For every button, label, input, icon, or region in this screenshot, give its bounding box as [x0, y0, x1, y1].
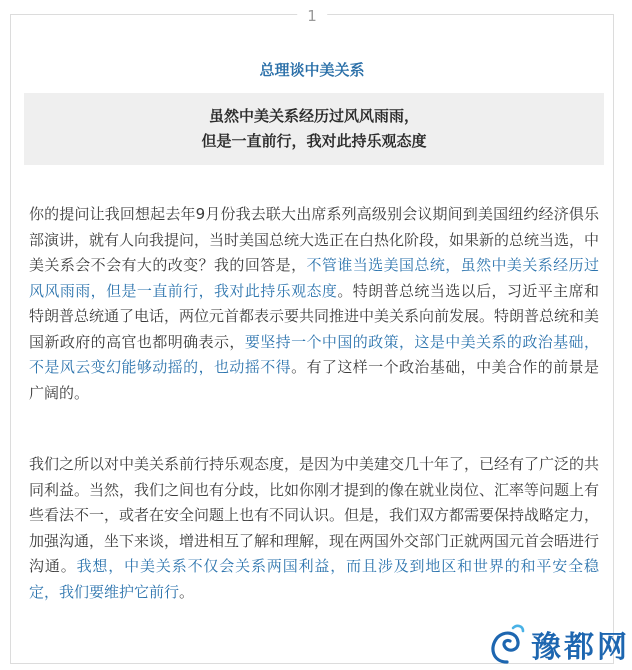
article-title: 总理谈中美关系: [259, 61, 365, 79]
watermark-logo: [487, 622, 630, 666]
watermark-text: 豫都网: [531, 630, 630, 665]
paragraph-1: [29, 202, 599, 406]
body-text: 我们之所以对中美关系前行持乐观态度，是因为中美建交几十年了，已经有了广泛的共同利益。当然，我们之间也有分歧，比如你刚才提到的像在就业岗位、汇率等问题上有些看法不一，或者在安全问题上也有不同认识。但是，我们双方都需要保持战略定力，加强沟通，坐下来谈，增进相互了解和理解，现在两国外交部门正就两国元首会晤进行沟通。: [29, 455, 600, 575]
article-card: [10, 7, 614, 664]
body-text: 。特朗普总统当选以后，习近平主席和特朗普总统通了电话，两位元首都表示要共同推进中美关系向前发展。特朗普总统和美国新政府的高官也都明确表示，: [29, 281, 600, 351]
body-text: 你的提问让我回想起去年9月份我去联大出席系列高级别会议期间到美国纽约经济俱乐部演讲，就有人向我提问，当时美国总统大选正在白热化阶段，如果新的总统当选，中美关系会不会有大的改变？我的回答是，: [29, 205, 600, 274]
subtitle-line-2: 但是一直前行，我对此持乐观态度: [201, 132, 427, 150]
paragraph-2: [29, 452, 599, 605]
subtitle-box: [24, 93, 604, 165]
body-text: 。有了这样一个政治基础，中美合作的前景是广阔的。: [29, 358, 599, 402]
highlighted-text: 要坚持一个中国的政策，这是中美关系的政治基础，不是风云变幻能够动摇的，也动摇不得: [29, 332, 599, 376]
body-text: 。: [179, 582, 195, 601]
section-number: 1: [297, 7, 327, 25]
subtitle-line-1: 虽然中美关系经历过风风雨雨，: [208, 107, 419, 125]
swirl-logo-icon: [487, 622, 527, 666]
highlighted-text: 我想，中美关系不仅会关系两国利益，而且涉及到地区和世界的和平安全稳定，我们要维护它前行: [29, 557, 599, 601]
highlighted-text: 不管谁当选美国总统，虽然中美关系经历过风风雨雨，但是一直前行，我对此持乐观态度: [29, 256, 599, 300]
